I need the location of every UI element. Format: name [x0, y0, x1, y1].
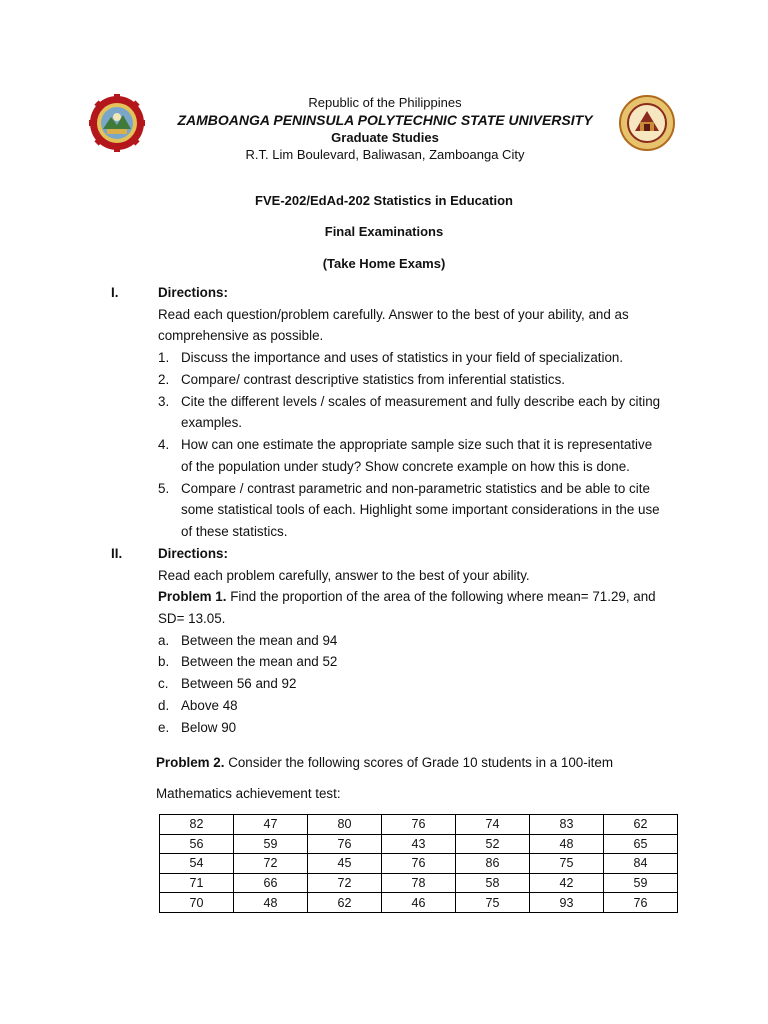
problem1-item-letter: c.	[158, 676, 169, 691]
problem1-item-letter: d.	[158, 698, 170, 713]
problem2-line2: Mathematics achievement test:	[156, 786, 341, 801]
question-number: 3.	[158, 394, 170, 409]
table-row	[160, 815, 678, 835]
question-text: examples.	[181, 415, 243, 430]
table-cell: 62	[604, 815, 678, 835]
table-cell: 93	[530, 893, 604, 913]
table-cell: 76	[308, 834, 382, 854]
table-cell: 66	[234, 873, 308, 893]
problem1-text: Find the proportion of the area of the following where mean= 71.29, and	[226, 589, 656, 604]
part1-instruction-line1: Read each question/problem carefully. Answer to the best of your ability, and as	[158, 307, 629, 322]
table-cell: 48	[530, 834, 604, 854]
table-row	[160, 893, 678, 913]
table-cell: 59	[604, 873, 678, 893]
table-cell: 47	[234, 815, 308, 835]
problem1-label: Problem 1.	[158, 589, 227, 604]
table-cell: 76	[382, 815, 456, 835]
part2-instruction: Read each problem carefully, answer to the best of your ability.	[158, 568, 530, 583]
republic-line: Republic of the Philippines	[308, 95, 462, 110]
table-cell: 62	[308, 893, 382, 913]
question-text: some statistical tools of each. Highlight some important considerations in the use	[181, 502, 660, 517]
question-number: 5.	[158, 481, 170, 496]
table-row	[160, 834, 678, 854]
table-cell: 82	[160, 815, 234, 835]
table-cell: 74	[456, 815, 530, 835]
part2-heading: Directions:	[158, 546, 228, 561]
exam-type: (Take Home Exams)	[322, 256, 446, 271]
table-cell: 43	[382, 834, 456, 854]
table-cell: 48	[234, 893, 308, 913]
problem1-item-letter: e.	[158, 720, 170, 735]
problem1-item-letter: a.	[158, 633, 170, 648]
question-text: Cite the different levels / scales of measurement and fully describe each by citing	[181, 394, 661, 409]
problem2-label: Problem 2.	[156, 755, 225, 770]
question-number: 2.	[158, 372, 170, 387]
problem2-text: Consider the following scores of Grade 10 students in a 100-item	[224, 755, 614, 770]
scores-table	[159, 814, 678, 913]
problem1-item-text: Between 56 and 92	[181, 676, 297, 691]
table-cell: 56	[160, 834, 234, 854]
problem1-line1	[158, 586, 656, 608]
exam-title: Final Examinations	[324, 224, 444, 239]
question-text: How can one estimate the appropriate sample size such that it is representative	[181, 437, 653, 452]
problem1-item-text: Between the mean and 94	[181, 633, 338, 648]
table-cell: 76	[604, 893, 678, 913]
table-cell: 72	[234, 854, 308, 874]
table-cell: 70	[160, 893, 234, 913]
table-cell: 71	[160, 873, 234, 893]
school-name: Graduate Studies	[331, 130, 439, 145]
table-cell: 52	[456, 834, 530, 854]
problem2-line1	[156, 752, 613, 774]
table-cell: 75	[530, 854, 604, 874]
question-text: of these statistics.	[181, 524, 288, 539]
table-cell: 78	[382, 873, 456, 893]
problem1-item-text: Below 90	[181, 720, 237, 735]
question-text: of the population under study? Show concrete example on how this is done.	[181, 459, 630, 474]
question-number: 4.	[158, 437, 170, 452]
problem1-item-letter: b.	[158, 654, 170, 669]
table-cell: 83	[530, 815, 604, 835]
table-cell: 58	[456, 873, 530, 893]
problem1-line2: SD= 13.05.	[158, 611, 226, 626]
question-text: Compare/ contrast descriptive statistics from inferential statistics.	[181, 372, 565, 387]
table-cell: 75	[456, 893, 530, 913]
table-cell: 46	[382, 893, 456, 913]
table-cell: 45	[308, 854, 382, 874]
question-number: 1.	[158, 350, 170, 365]
table-cell: 42	[530, 873, 604, 893]
table-cell: 86	[456, 854, 530, 874]
table-row	[160, 854, 678, 874]
table-cell: 84	[604, 854, 678, 874]
table-cell: 76	[382, 854, 456, 874]
table-cell: 80	[308, 815, 382, 835]
university-name: ZAMBOANGA PENINSULA POLYTECHNIC STATE UNIVERSITY	[177, 112, 593, 128]
part1-roman: I.	[111, 285, 119, 300]
problem1-item-text: Between the mean and 52	[181, 654, 338, 669]
question-text: Compare / contrast parametric and non-parametric statistics and be able to cite	[181, 481, 650, 496]
table-cell: 72	[308, 873, 382, 893]
problem1-item-text: Above 48	[181, 698, 238, 713]
table-row	[160, 873, 678, 893]
part1-instruction-line2: comprehensive as possible.	[158, 328, 324, 343]
part2-roman: II.	[111, 546, 123, 561]
table-cell: 59	[234, 834, 308, 854]
university-seal-logo	[89, 94, 145, 152]
graduate-school-seal-logo	[619, 94, 675, 152]
question-text: Discuss the importance and uses of statistics in your field of specialization.	[181, 350, 624, 365]
table-cell: 65	[604, 834, 678, 854]
address-line: R.T. Lim Boulevard, Baliwasan, Zamboanga City	[245, 147, 525, 162]
table-cell: 54	[160, 854, 234, 874]
course-title: FVE-202/EdAd-202 Statistics in Education	[255, 193, 513, 208]
part1-heading: Directions:	[158, 285, 228, 300]
